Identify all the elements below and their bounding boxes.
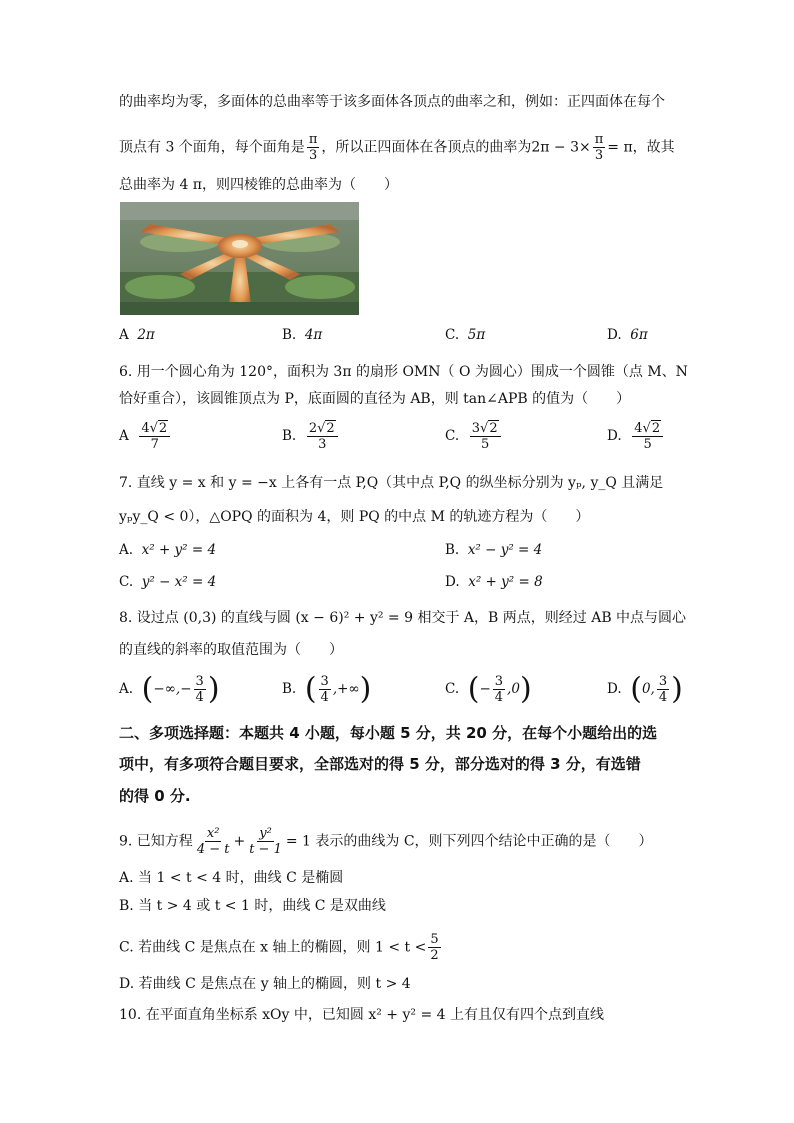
q6-option-d[interactable]: D. $\frac{4√2}{5}$ (607, 421, 665, 452)
q8-option-a[interactable]: A. (−∞,− $\frac{3}{4}$ ) (119, 671, 220, 707)
q7-option-d[interactable]: D. x² + y² = 8 (445, 574, 543, 590)
pi-over-3-fraction-2: $\frac{\pi}{3}$ (594, 132, 604, 163)
q9-option-d[interactable]: D. 若曲线 C 是焦点在 y 轴上的椭圆，则 t > 4 (119, 976, 411, 992)
q9-option-b[interactable]: B. 当 t > 4 或 t < 1 时，曲线 C 是双曲线 (119, 898, 386, 914)
q6-option-b[interactable]: B. $\frac{2√2}{3}$ (282, 421, 340, 452)
q7-line-1: 7. 直线 y = x 和 y = −x 上各有一点 P,Q（其中点 P,Q 的纵坐标分别为 yₚ, y_Q 且满足 (119, 475, 664, 491)
q7-option-a[interactable]: A. x² + y² = 4 (119, 542, 217, 558)
q5-option-b[interactable]: B. 4π (282, 327, 323, 343)
q7-line-2: yₚy_Q < 0），△OPQ 的面积为 4，则 PQ 的中点 M 的轨迹方程为（ ） (119, 509, 590, 525)
pi-over-3-fraction: $\frac{\pi}{3}$ (308, 132, 318, 163)
q9-option-a[interactable]: A. 当 1 < t < 4 时，曲线 C 是椭圆 (119, 870, 344, 886)
q8-line-2: 的直线的斜率的取值范围为（ ） (119, 642, 343, 658)
airport-photo (120, 202, 359, 315)
q8-option-d[interactable]: D. (0, $\frac{3}{4}$ ) (607, 671, 683, 707)
intro-line-2d: = π，故其 (607, 139, 675, 156)
q8-line-1: 8. 设过点 (0,3) 的直线与圆 (x − 6)² + y² = 9 相交于 A，B 两点，则经过 AB 中点与圆心 (119, 610, 687, 626)
intro-line-2b: ，所以正四面体在各顶点的曲率为 (321, 139, 532, 156)
q8-option-b[interactable]: B. ( $\frac{3}{4}$ ,+∞) (282, 671, 372, 707)
q7-option-b[interactable]: B. x² − y² = 4 (445, 542, 543, 558)
q6-option-c[interactable]: C. $\frac{3√2}{5}$ (445, 421, 503, 452)
q6-line-2: 恰好重合），该圆锥顶点为 P，底面圆的直径为 AB，则 tan∠APB 的值为（ ） (119, 391, 631, 407)
q5-option-a[interactable]: A 2π (119, 327, 155, 343)
intro-line-2 (119, 132, 675, 163)
q6-option-a[interactable]: A $\frac{4√2}{7}$ (119, 421, 172, 452)
intro-line-2a: 顶点有 3 个面角，每个面角是 (119, 139, 305, 156)
q5-option-d[interactable]: D. 6π (607, 327, 648, 343)
q9-stem: 9. 已知方程 $\frac{\text{x²}}{4 - t}$ + $\frac{\text{y²}}{t - 1}$ = 1 表示的曲线为 C，则下列四个结论中正确的是（ ） (119, 826, 653, 857)
q9-fraction-2: $\frac{\text{y²}}{t - 1}$ (249, 826, 282, 857)
intro-line-3: 总曲率为 4 π，则四棱锥的总曲率为（ ） (119, 177, 399, 193)
section2-heading-line-3: 的得 0 分. (119, 787, 191, 805)
intro-line-2c: 2π − 3× (531, 139, 591, 156)
q7-option-c[interactable]: C. y² − x² = 4 (119, 574, 217, 590)
q9-option-c[interactable]: C. 若曲线 C 是焦点在 x 轴上的椭圆，则 1 < t < $\frac{5}{2}$ (119, 932, 439, 963)
intro-line-1: 的曲率均为零，多面体的总曲率等于该多面体各顶点的曲率之和，例如：正四面体在每个 (119, 94, 665, 110)
q10-line-1: 10. 在平面直角坐标系 xOy 中，已知圆 x² + y² = 4 上有且仅有四个点到直线 (119, 1007, 604, 1023)
q5-option-c[interactable]: C. 5π (445, 327, 486, 343)
section2-heading-line-2: 项中，有多项符合题目要求，全部选对的得 5 分，部分选对的得 3 分，有选错 (119, 755, 641, 773)
q9-fraction-1: $\frac{\text{x²}}{4 - t}$ (196, 826, 230, 857)
q6-line-1: 6. 用一个圆心角为 120°，面积为 3π 的扇形 OMN（ O 为圆心）围成一个圆锥（点 M、N (119, 364, 688, 380)
section2-heading-line-1: 二、多项选择题：本题共 4 小题，每小题 5 分，共 20 分，在每个小题给出的选 (119, 724, 658, 742)
q8-option-c[interactable]: C. (− $\frac{3}{4}$ ,0) (445, 671, 532, 707)
